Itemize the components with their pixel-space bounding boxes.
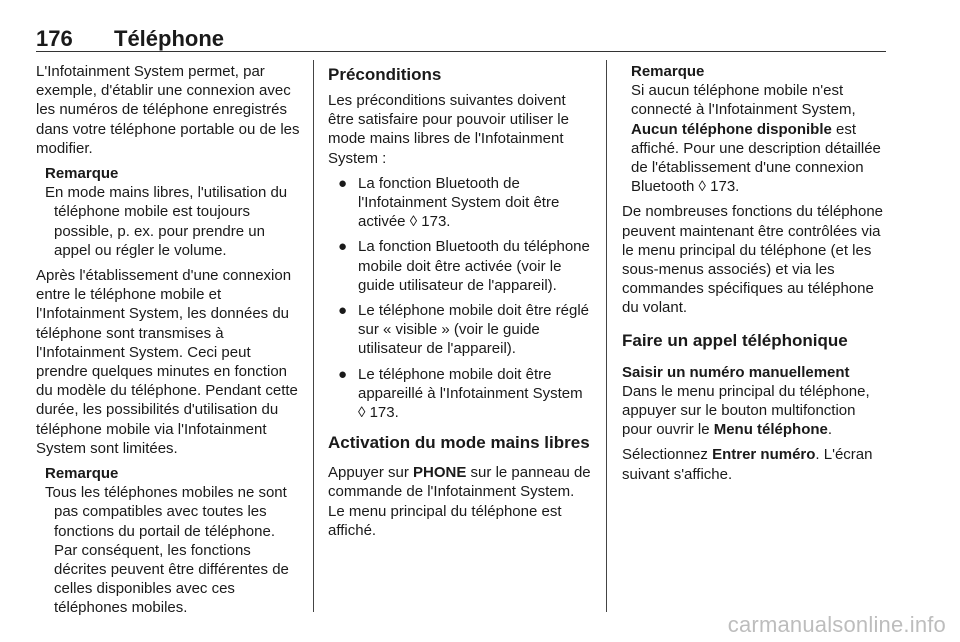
- note-box: [631, 62, 888, 196]
- watermark: carmanualsonline.info: [727, 612, 946, 637]
- page-number: 176: [36, 26, 73, 51]
- bullet-icon: ●: [338, 365, 348, 383]
- bullet-icon: ●: [338, 238, 348, 256]
- column-2: [328, 62, 594, 546]
- key-name: PHONE: [413, 464, 467, 482]
- note-title: Remarque: [45, 465, 119, 483]
- section-heading: Préconditions: [328, 65, 442, 84]
- list-item: ● Le téléphone mobile doit être appareillé à l'Infotainment System ◊ 173.: [338, 365, 583, 422]
- paragraph: Après l'établissement d'une connexion entre le téléphone mobile et l'Infotainment System, les données du téléphone sont transmises à l'Infotainment System. Ceci peut prendre quelques minutes en fonction du modèle du téléphone. Pendant cette durée, les possibilités d'utilisation du téléphone mobile via l'Infotainment System sont limitées.: [36, 267, 298, 457]
- column-1: [36, 62, 302, 624]
- note-text: En mode mains libres, l'utilisation du téléphone mobile est toujours possible, p. ex. pour prendre un appel ou régler le volume.: [45, 184, 288, 259]
- note-title: Remarque: [631, 63, 705, 80]
- menu-label: Aucun téléphone disponible: [631, 120, 832, 138]
- column-divider-1: [313, 60, 314, 612]
- bullet-list: [328, 174, 594, 422]
- note-text: Tous les téléphones mobiles ne sont pas compatibles avec toutes les fonctions du portail de téléphone. Par conséquent, les fonctions décrites peuvent être différentes de celles disponibles avec ces téléphones mobiles.: [45, 484, 289, 617]
- header-rule: [36, 51, 886, 52]
- note-box: [45, 164, 302, 260]
- note-title: Remarque: [45, 165, 119, 183]
- paragraph: Appuyer sur PHONE sur le panneau de commande de l'Infotainment System. Le menu principal du téléphone est affiché.: [328, 464, 591, 539]
- list-item: ● Le téléphone mobile doit être réglé sur « visible » (voir le guide utilisateur de l'appareil).: [338, 302, 589, 358]
- paragraph: De nombreuses fonctions du téléphone peuvent maintenant être contrôlées via le menu principal du téléphone (et les sous-menus associés) et via les commandes spécifiques au téléphone du volant.: [622, 203, 884, 317]
- bullet-icon: ●: [338, 174, 348, 192]
- paragraph: L'Infotainment System permet, par exemple, d'établir une connexion avec les numéros de téléphone enregistrés dans votre téléphone portable ou de les modifier.: [36, 63, 300, 157]
- menu-label: Menu téléphone: [713, 421, 828, 439]
- section-heading: Activation du mode mains libres: [328, 433, 590, 453]
- paragraph: Sélectionnez Entrer numéro. L'écran suivant s'affiche.: [622, 446, 873, 483]
- column-3: [622, 62, 888, 490]
- list-item: ● La fonction Bluetooth du téléphone mobile doit être activée (voir le guide utilisateur de l'appareil).: [338, 238, 590, 294]
- page-header: [36, 26, 886, 52]
- column-divider-2: [606, 60, 607, 612]
- section-heading: Faire un appel téléphonique: [622, 330, 848, 350]
- subsection-heading: Saisir un numéro manuellement: [622, 363, 850, 381]
- note-box: [45, 464, 302, 618]
- list-item: ● La fonction Bluetooth de l'Infotainment System doit être activée ◊ 173.: [338, 174, 560, 231]
- menu-label: Entrer numéro: [712, 446, 816, 464]
- paragraph: Les préconditions suivantes doivent être satisfaire pour pouvoir utiliser le mode mains libres de l'Infotainment System :: [328, 92, 569, 167]
- note-text: Si aucun téléphone mobile n'est connecté à l'Infotainment System, Aucun téléphone disponible est affiché. Pour une description détaillée de l'établissement d'une connexion Bluetooth ◊ 173.: [631, 82, 881, 196]
- bullet-icon: ●: [338, 302, 348, 320]
- paragraph: Dans le menu principal du téléphone, appuyer sur le bouton multifonction pour ouvrir le Menu téléphone.: [622, 382, 870, 439]
- chapter-title: Téléphone: [114, 26, 225, 51]
